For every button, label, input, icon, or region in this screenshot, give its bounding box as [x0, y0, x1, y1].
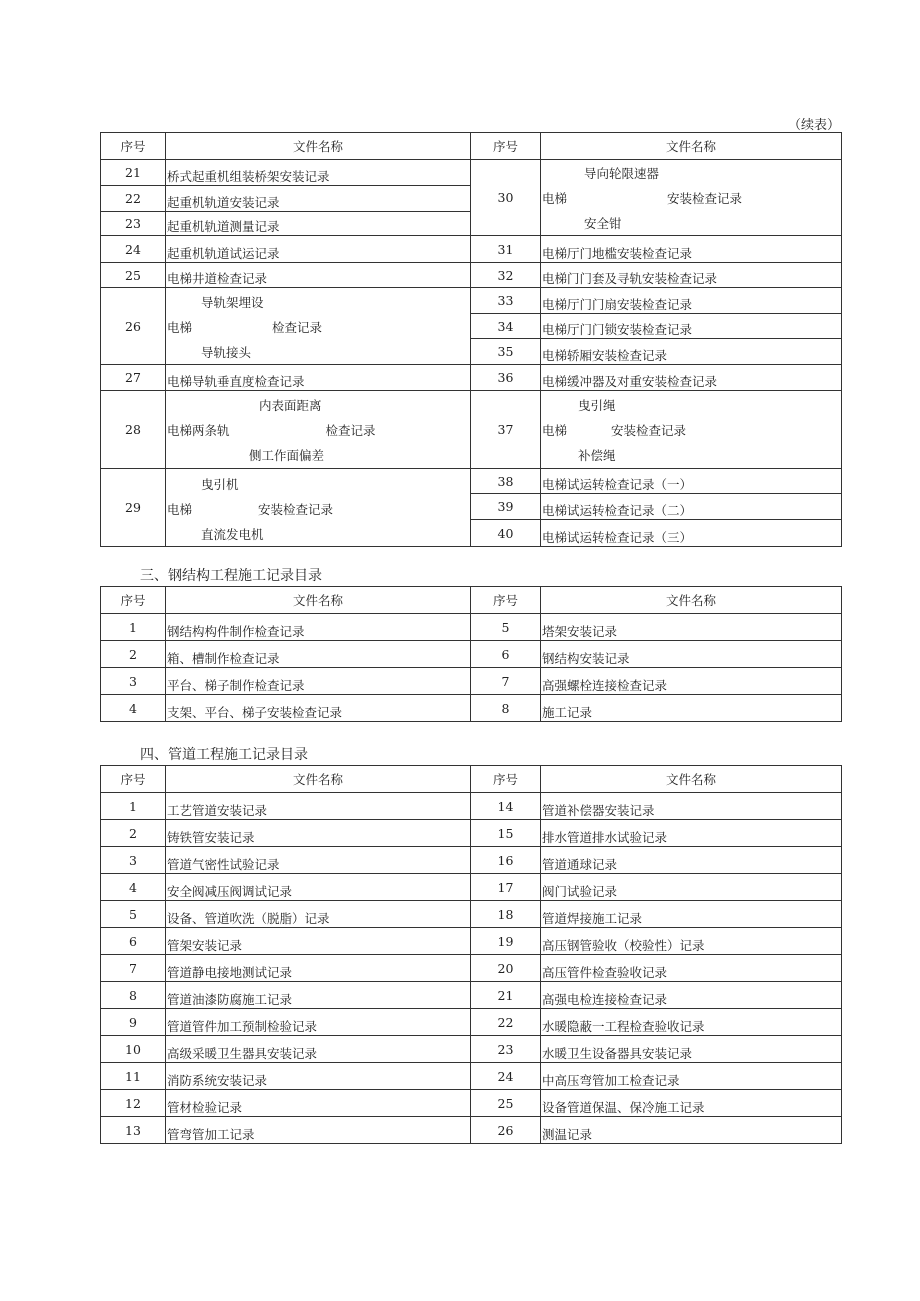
- file-name-part: 安装检查记录: [611, 422, 687, 438]
- file-name-middle: [167, 500, 468, 518]
- row-number: 10: [101, 1036, 166, 1063]
- file-name-middle: [542, 421, 839, 439]
- table-body: [101, 793, 842, 1144]
- file-name-part: 直流发电机: [201, 526, 264, 542]
- table-row: [101, 955, 842, 982]
- row-number: 23: [471, 1036, 541, 1063]
- header-num: 序号: [101, 133, 166, 160]
- row-number: 28: [101, 391, 166, 469]
- table-header-row: [101, 133, 842, 160]
- table-row: [101, 1036, 842, 1063]
- row-number: 39: [471, 494, 541, 520]
- section-title: 四、管道工程施工记录目录: [140, 747, 308, 763]
- file-name: 管道气密性试验记录: [166, 847, 471, 874]
- file-name: 平台、梯子制作检查记录: [166, 668, 471, 695]
- file-name-middle: [167, 421, 468, 439]
- file-name: 电梯门门套及寻轨安装检查记录: [541, 263, 842, 288]
- file-name: 钢结构构件制作检查记录: [166, 614, 471, 641]
- row-number: 36: [471, 365, 541, 391]
- row-number: 12: [101, 1090, 166, 1117]
- file-name-multi: [166, 469, 471, 547]
- row-number: 22: [471, 1009, 541, 1036]
- row-number: 8: [471, 695, 541, 722]
- file-name-part: 补偿绳: [578, 448, 616, 464]
- row-number: 26: [471, 1117, 541, 1144]
- file-name: 管道焊接施工记录: [541, 901, 842, 928]
- table-row: [101, 263, 842, 288]
- row-number: 2: [101, 820, 166, 847]
- table-row: [101, 160, 842, 186]
- file-name-multi: [166, 391, 471, 469]
- header-name: 文件名称: [166, 766, 471, 793]
- file-name: 设备管道保温、保冷施工记录: [541, 1090, 842, 1117]
- row-number: 1: [101, 793, 166, 820]
- row-number: 24: [471, 1063, 541, 1090]
- table-row: [101, 365, 842, 391]
- file-name: 设备、管道吹洗（脱脂）记录: [166, 901, 471, 928]
- file-name: 管架安装记录: [166, 928, 471, 955]
- file-name-multi: [541, 160, 842, 236]
- file-name: 起重机轨道安装记录: [166, 186, 471, 212]
- table-header-row: [101, 587, 842, 614]
- row-number: 22: [101, 186, 166, 212]
- file-name: 管材检验记录: [166, 1090, 471, 1117]
- header-num: 序号: [471, 766, 541, 793]
- row-number: 14: [471, 793, 541, 820]
- file-name: 电梯井道检查记录: [166, 263, 471, 288]
- file-name: 高压钢管验收（校验性）记录: [541, 928, 842, 955]
- file-name-part: 曳引绳: [578, 397, 616, 413]
- row-number: 18: [471, 901, 541, 928]
- file-name: 支架、平台、梯子安装检查记录: [166, 695, 471, 722]
- row-number: 30: [471, 160, 541, 236]
- file-name: 水暖卫生设备器具安装记录: [541, 1036, 842, 1063]
- file-name: 电梯缓冲器及对重安装检查记录: [541, 365, 842, 391]
- row-number: 25: [101, 263, 166, 288]
- row-number: 3: [101, 847, 166, 874]
- file-name-part: 内表面距离: [259, 397, 322, 413]
- continued-label: （续表）: [787, 118, 840, 133]
- file-name-part: 安装检查记录: [258, 501, 334, 517]
- file-name-multi: [541, 391, 842, 469]
- table-row: [101, 874, 842, 901]
- row-number: 1: [101, 614, 166, 641]
- file-name-part: 曳引机: [201, 477, 239, 493]
- header-num: 序号: [471, 587, 541, 614]
- table-row: [101, 1117, 842, 1144]
- file-name: 管道静电接地测试记录: [166, 955, 471, 982]
- row-number: 3: [101, 668, 166, 695]
- file-name: 电梯导轨垂直度检查记录: [166, 365, 471, 391]
- file-name: 施工记录: [541, 695, 842, 722]
- file-name: 高强电检连接检查记录: [541, 982, 842, 1009]
- file-name: 铸铁管安装记录: [166, 820, 471, 847]
- file-name: 电梯试运转检查记录（三）: [541, 520, 842, 547]
- file-name: 中高压弯管加工检查记录: [541, 1063, 842, 1090]
- table-row: [101, 820, 842, 847]
- table-continued: [100, 132, 842, 547]
- file-name: 电梯试运转检查记录（二）: [541, 494, 842, 520]
- row-number: 32: [471, 263, 541, 288]
- row-number: 29: [101, 469, 166, 547]
- table-pipe: [100, 765, 842, 1144]
- table-row: [101, 469, 842, 494]
- file-name: 高强螺栓连接检查记录: [541, 668, 842, 695]
- header-name: 文件名称: [541, 133, 842, 160]
- header-num: 序号: [101, 587, 166, 614]
- row-number: 31: [471, 236, 541, 263]
- table-row: [101, 236, 842, 263]
- file-name-part: 电梯: [167, 319, 193, 335]
- file-name: 电梯厅门门扇安装检查记录: [541, 288, 842, 314]
- file-name: 安全阀减压阀调试记录: [166, 874, 471, 901]
- table-row: [101, 614, 842, 641]
- file-name-middle: [167, 318, 468, 336]
- file-name: 水暖隐蔽一工程检查验收记录: [541, 1009, 842, 1036]
- file-name: 测温记录: [541, 1117, 842, 1144]
- row-number: 4: [101, 874, 166, 901]
- file-name-part: 检查记录: [272, 319, 323, 335]
- file-name-part: 检查记录: [325, 422, 376, 438]
- row-number: 16: [471, 847, 541, 874]
- table-row: [101, 1090, 842, 1117]
- file-name-part: 电梯: [542, 190, 568, 206]
- row-number: 40: [471, 520, 541, 547]
- row-number: 26: [101, 288, 166, 365]
- file-name-middle: [542, 189, 839, 207]
- table-row: [101, 391, 842, 469]
- file-name: 电梯轿厢安装检查记录: [541, 339, 842, 365]
- row-number: 21: [101, 160, 166, 186]
- row-number: 5: [471, 614, 541, 641]
- table-row: [101, 901, 842, 928]
- row-number: 37: [471, 391, 541, 469]
- file-name: 起重机轨道测量记录: [166, 212, 471, 236]
- header-name: 文件名称: [166, 133, 471, 160]
- file-name: 管道油漆防腐施工记录: [166, 982, 471, 1009]
- table-steel: [100, 586, 842, 722]
- row-number: 24: [101, 236, 166, 263]
- table-row: [101, 288, 842, 314]
- file-name: 电梯厅门地槛安装检查记录: [541, 236, 842, 263]
- header-name: 文件名称: [166, 587, 471, 614]
- file-name-part: 电梯: [542, 422, 568, 438]
- file-name: 管弯管加工记录: [166, 1117, 471, 1144]
- file-name-part: 导轨接头: [201, 344, 252, 360]
- row-number: 9: [101, 1009, 166, 1036]
- row-number: 8: [101, 982, 166, 1009]
- header-num: 序号: [471, 133, 541, 160]
- table-row: [101, 695, 842, 722]
- file-name-part: 电梯两条轨: [167, 422, 230, 438]
- file-name: 高级采暖卫生器具安装记录: [166, 1036, 471, 1063]
- file-name: 管道管件加工预制检验记录: [166, 1009, 471, 1036]
- file-name-multi: [166, 288, 471, 365]
- row-number: 33: [471, 288, 541, 314]
- row-number: 35: [471, 339, 541, 365]
- row-number: 27: [101, 365, 166, 391]
- table-row: [101, 847, 842, 874]
- row-number: 13: [101, 1117, 166, 1144]
- table-row: [101, 793, 842, 820]
- file-name: 电梯试运转检查记录（一）: [541, 469, 842, 494]
- table-row: [101, 668, 842, 695]
- table-row: [101, 641, 842, 668]
- file-name-part: 导向轮限速器: [584, 166, 660, 182]
- row-number: 2: [101, 641, 166, 668]
- file-name: 管道补偿器安装记录: [541, 793, 842, 820]
- file-name: 箱、槽制作检查记录: [166, 641, 471, 668]
- file-name: 阀门试验记录: [541, 874, 842, 901]
- file-name-part: 安全钳: [584, 215, 622, 231]
- row-number: 7: [471, 668, 541, 695]
- row-number: 17: [471, 874, 541, 901]
- row-number: 19: [471, 928, 541, 955]
- row-number: 20: [471, 955, 541, 982]
- table-row: [101, 1063, 842, 1090]
- table-row: [101, 1009, 842, 1036]
- file-name-part: 安装检查记录: [667, 190, 743, 206]
- row-number: 11: [101, 1063, 166, 1090]
- file-name: 桥式起重机组装桥架安装记录: [166, 160, 471, 186]
- row-number: 15: [471, 820, 541, 847]
- table-row: [101, 982, 842, 1009]
- header-name: 文件名称: [541, 587, 842, 614]
- row-number: 34: [471, 314, 541, 339]
- table-row: [101, 928, 842, 955]
- row-number: 6: [101, 928, 166, 955]
- row-number: 25: [471, 1090, 541, 1117]
- row-number: 5: [101, 901, 166, 928]
- row-number: 6: [471, 641, 541, 668]
- row-number: 4: [101, 695, 166, 722]
- file-name: 钢结构安装记录: [541, 641, 842, 668]
- header-num: 序号: [101, 766, 166, 793]
- file-name: 高压管件检查验收记录: [541, 955, 842, 982]
- row-number: 38: [471, 469, 541, 494]
- file-name: 排水管道排水试验记录: [541, 820, 842, 847]
- table-body: [101, 614, 842, 722]
- file-name: 工艺管道安装记录: [166, 793, 471, 820]
- file-name-part: 电梯: [167, 501, 193, 517]
- row-number: 21: [471, 982, 541, 1009]
- row-number: 7: [101, 955, 166, 982]
- file-name-part: 侧工作面偏差: [249, 448, 325, 464]
- file-name: 电梯厅门门锁安装检查记录: [541, 314, 842, 339]
- file-name: 起重机轨道试运记录: [166, 236, 471, 263]
- row-number: 23: [101, 212, 166, 236]
- file-name: 塔架安装记录: [541, 614, 842, 641]
- file-name: 管道通球记录: [541, 847, 842, 874]
- file-name-part: 导轨架埋设: [201, 295, 264, 311]
- file-name: 消防系统安装记录: [166, 1063, 471, 1090]
- table-header-row: [101, 766, 842, 793]
- header-name: 文件名称: [541, 766, 842, 793]
- section-title: 三、钢结构工程施工记录目录: [140, 568, 322, 584]
